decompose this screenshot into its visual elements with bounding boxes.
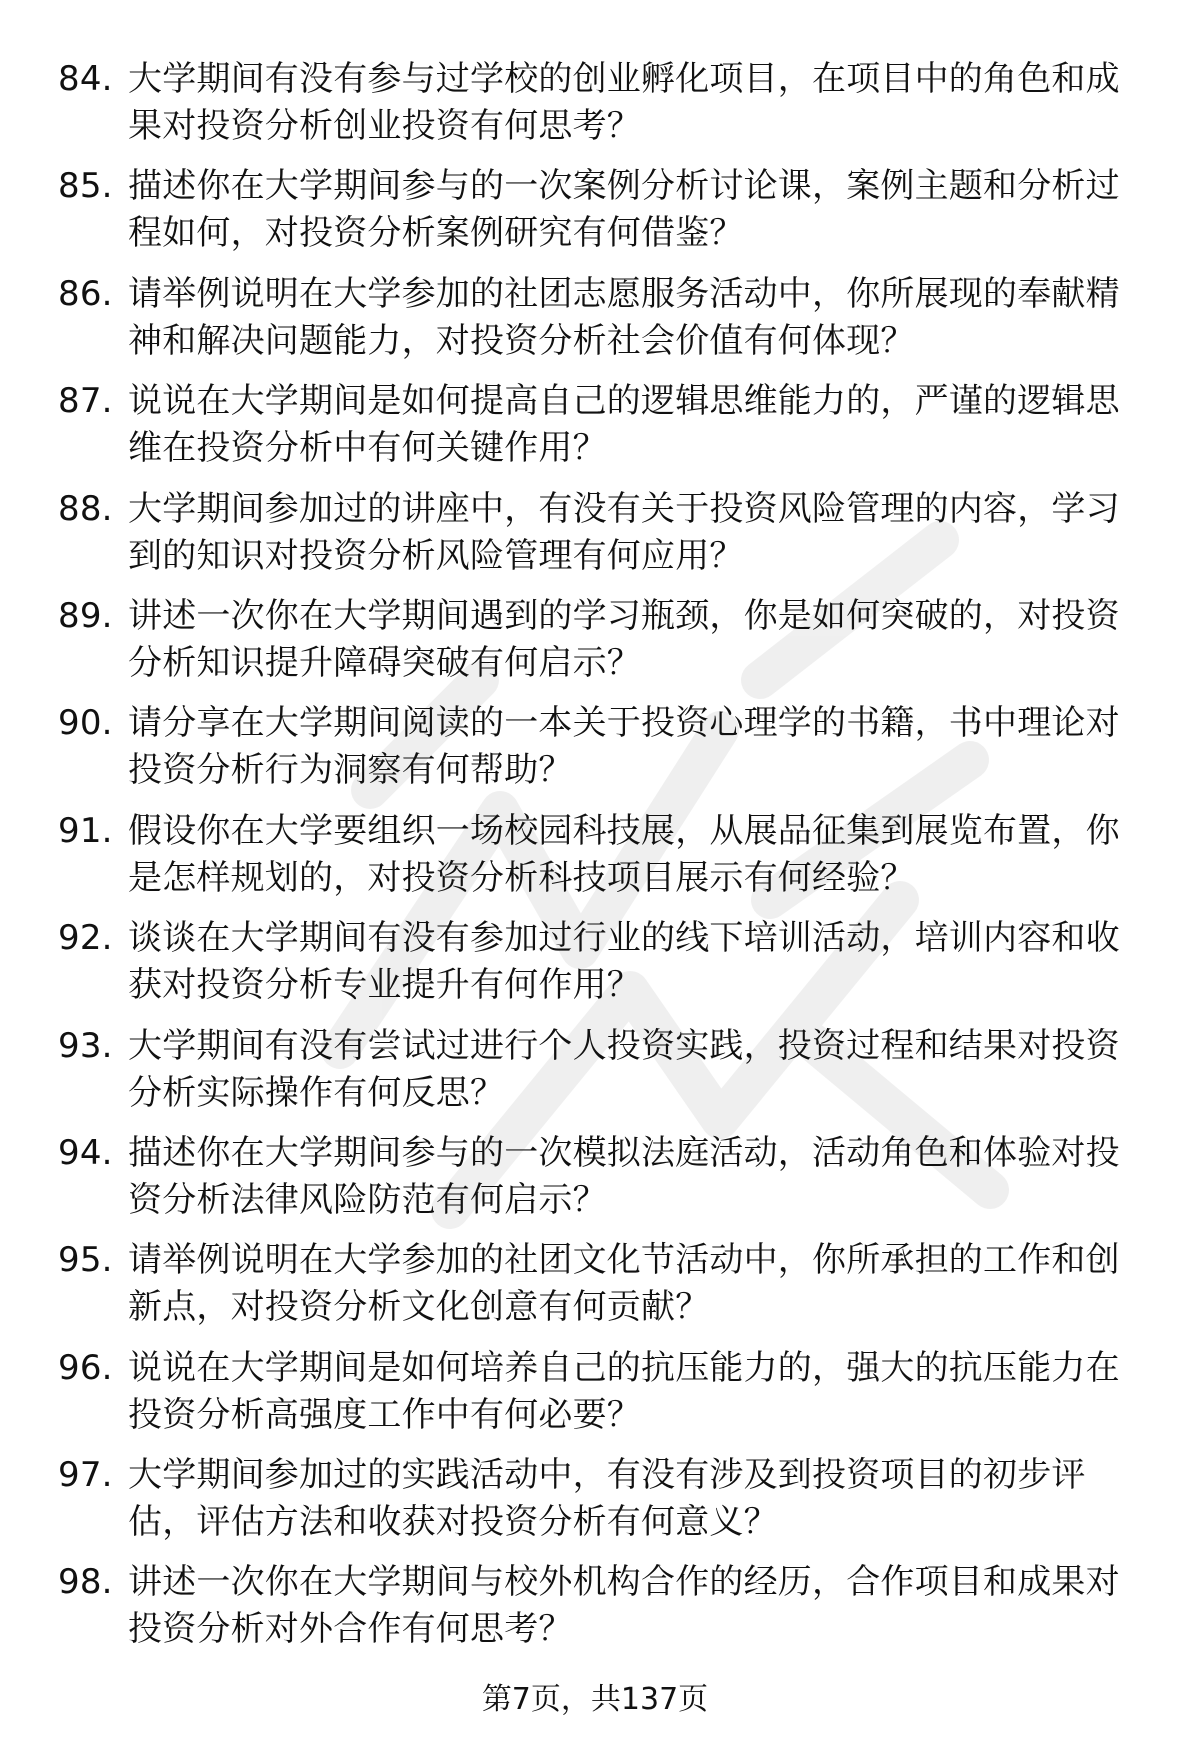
question-item [58, 1345, 1148, 1452]
question-number: 87. [58, 381, 113, 422]
question-text: 大学期间有没有尝试过进行个人投资实践，投资过程和结果对投资分析实际操作有何反思？ [128, 1025, 1120, 1113]
question-item [58, 1452, 1148, 1559]
question-number: 90. [58, 703, 113, 744]
question-number: 85. [58, 166, 113, 207]
question-item [58, 378, 1148, 485]
question-item [58, 486, 1148, 593]
question-item [58, 915, 1148, 1022]
question-number: 92. [58, 918, 113, 959]
question-item [58, 593, 1148, 700]
question-text: 大学期间参加过的讲座中，有没有关于投资风险管理的内容，学习到的知识对投资分析风险管理有何应用？ [128, 488, 1120, 576]
question-item [58, 808, 1148, 915]
question-number: 89. [58, 595, 113, 636]
question-number: 84. [58, 59, 113, 99]
question-text: 请举例说明在大学参加的社团志愿服务活动中，你所展现的奉献精神和解决问题能力，对投资分析社会价值有何体现？ [128, 273, 1120, 361]
question-number: 98. [58, 1562, 113, 1603]
question-text: 描述你在大学期间参与的一次案例分析讨论课，案例主题和分析过程如何，对投资分析案例研究有何借鉴？ [128, 166, 1120, 254]
question-number: 88. [58, 488, 113, 529]
question-number: 94. [58, 1132, 113, 1173]
question-number: 86. [58, 273, 113, 314]
question-list [58, 56, 1148, 1667]
question-number: 93. [58, 1025, 113, 1066]
question-text: 大学期间有没有参与过学校的创业孵化项目，在项目中的角色和成果对投资分析创业投资有何思考？ [128, 59, 1120, 146]
question-text: 讲述一次你在大学期间与校外机构合作的经历，合作项目和成果对投资分析对外合作有何思考？ [128, 1562, 1120, 1650]
question-number: 95. [58, 1240, 113, 1281]
question-number: 91. [58, 810, 113, 851]
question-item [58, 1130, 1148, 1237]
question-item [58, 1559, 1148, 1666]
question-item [58, 163, 1148, 270]
question-item [58, 1023, 1148, 1130]
question-item [58, 56, 1148, 163]
question-item [58, 271, 1148, 378]
question-text: 谈谈在大学期间有没有参加过行业的线下培训活动，培训内容和收获对投资分析专业提升有何作用？ [128, 918, 1120, 1006]
page-number-footer: 第7页，共137页 [481, 1682, 709, 1717]
question-text: 请举例说明在大学参加的社团文化节活动中，你所承担的工作和创新点，对投资分析文化创意有何贡献？ [128, 1240, 1120, 1328]
question-item [58, 700, 1148, 807]
question-number: 97. [58, 1455, 113, 1496]
question-text: 说说在大学期间是如何培养自己的抗压能力的，强大的抗压能力在投资分析高强度工作中有何必要？ [128, 1347, 1120, 1435]
question-text: 说说在大学期间是如何提高自己的逻辑思维能力的，严谨的逻辑思维在投资分析中有何关键作用？ [128, 381, 1120, 469]
question-text: 讲述一次你在大学期间遇到的学习瓶颈，你是如何突破的，对投资分析知识提升障碍突破有何启示？ [128, 595, 1120, 683]
question-number: 96. [58, 1347, 113, 1388]
question-item [58, 1237, 1148, 1344]
question-text: 大学期间参加过的实践活动中，有没有涉及到投资项目的初步评估，评估方法和收获对投资分析有何意义？ [128, 1455, 1086, 1543]
question-text: 假设你在大学要组织一场校园科技展，从展品征集到展览布置，你是怎样规划的，对投资分析科技项目展示有何经验？ [128, 810, 1120, 898]
question-text: 描述你在大学期间参与的一次模拟法庭活动，活动角色和体验对投资分析法律风险防范有何启示？ [128, 1132, 1120, 1220]
question-text: 请分享在大学期间阅读的一本关于投资心理学的书籍，书中理论对投资分析行为洞察有何帮助？ [128, 703, 1120, 791]
